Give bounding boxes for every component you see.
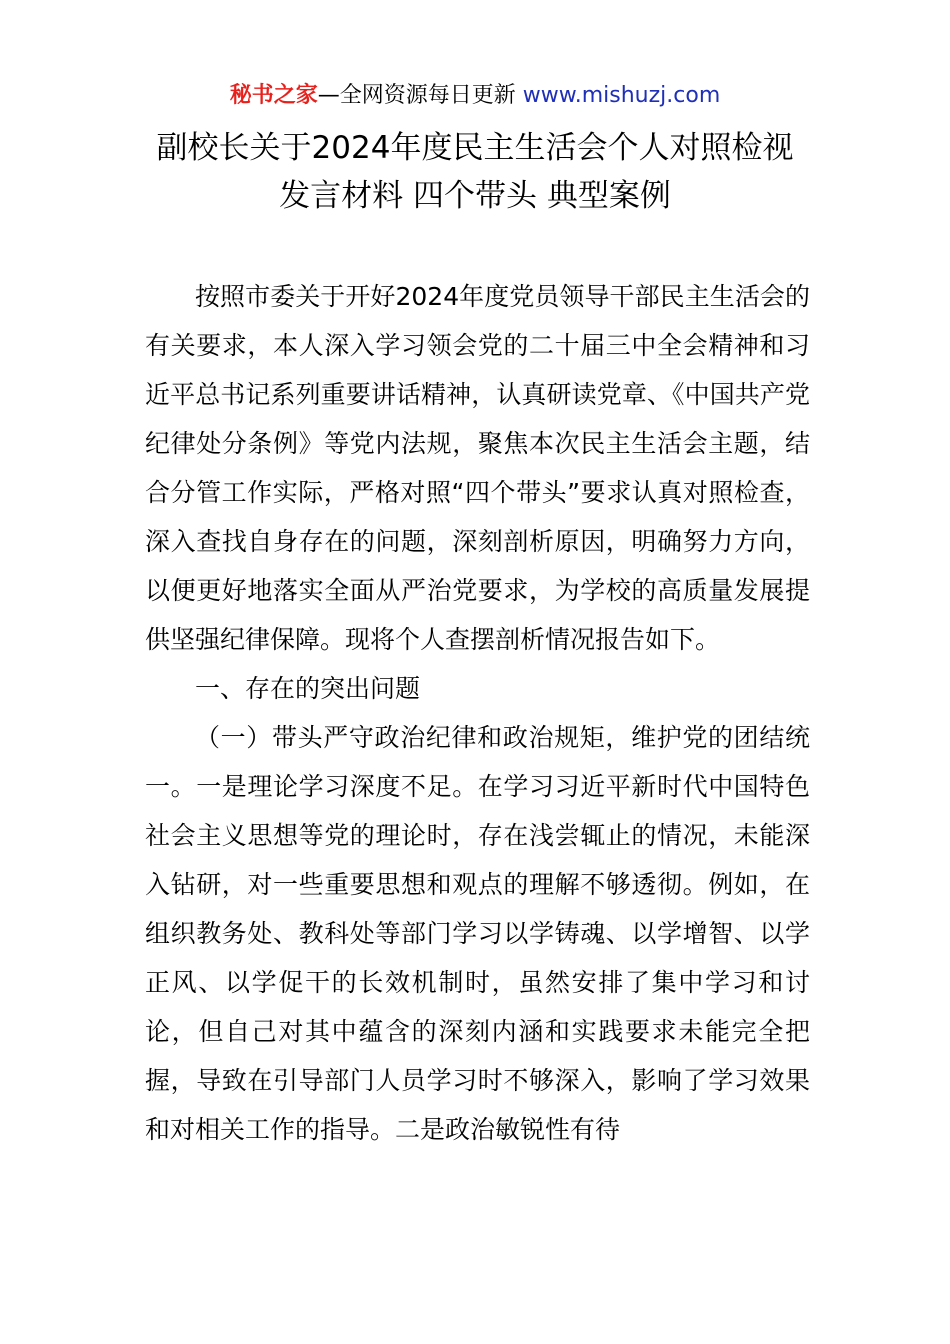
site-url-link[interactable]: www.mishuzj.com (522, 83, 721, 108)
intro-paragraph: 按照市委关于开好2024年度党员领导干部民主生活会的有关要求，本人深入学习领会党的二十届三中全会精神和习近平总书记系列重要讲话精神，认真研读党章、《中国共产党纪律处分条例》等党内法规，聚焦本次民主生活会主题，结合分管工作实际，严格对照“四个带头”要求认真对照检查，深入查找自身存在的问题，深刻剖析原因，明确努力方向，以便更好地落实全面从严治党要求，为学校的高质量发展提供坚强纪律保障。现将个人查摆剖析情况报告如下。 (145, 282, 810, 654)
title-line-1: 副校长关于2024年度民主生活会个人对照检视 (156, 130, 794, 166)
site-banner (0, 80, 950, 112)
banner-tagline: —全网资源每日更新 (317, 83, 516, 108)
title-line-2: 发言材料 四个带头 典型案例 (279, 178, 671, 214)
subsection-paragraph: （一）带头严守政治纪律和政治规矩，维护党的团结统一。一是理论学习深度不足。在学习习近平新时代中国特色社会主义思想等党的理论时，存在浅尝辄止的情况，未能深入钻研，对一些重要思想和观点的理解不够透彻。例如，在组织教务处、教科处等部门学习以学铸魂、以学增智、以学正风、以学促干的长效机制时，虽然安排了集中学习和讨论，但自己对其中蕴含的深刻内涵和实践要求未能完全把握，导致在引导部门人员学习时不够深入，影响了学习效果和对相关工作的指导。二是政治敏锐性有待 (145, 723, 810, 1144)
brand-name: 秘书之家 (229, 83, 318, 108)
document-body (145, 272, 810, 1154)
section-heading: 一、存在的突出问题 (195, 674, 421, 703)
document-title (100, 124, 850, 220)
